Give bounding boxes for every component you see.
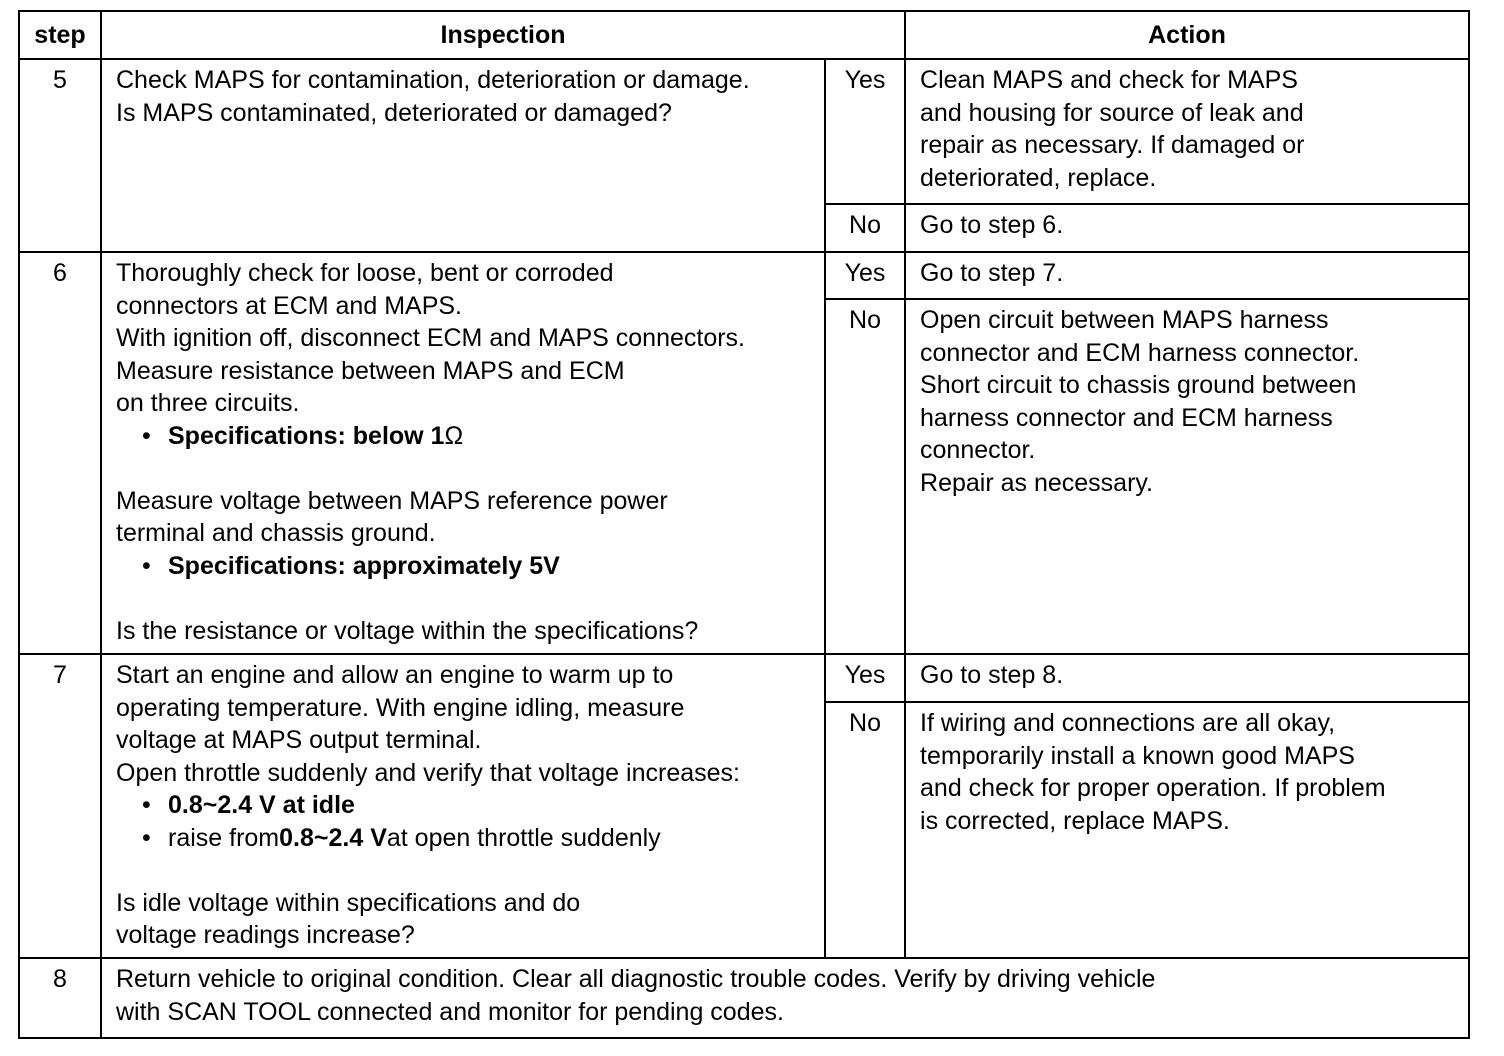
action-line: connector. (920, 436, 1036, 464)
action-line: connector and ECM harness connector. (920, 338, 1360, 367)
specification-text: Specifications: approximately 5V (168, 551, 560, 580)
inspection-line: with SCAN TOOL connected and monitor for pending codes. (116, 997, 784, 1026)
action-line: and housing for source of leak and (920, 98, 1304, 127)
specification-text-post: at open throttle suddenly (386, 823, 661, 852)
action-line: temporarily install a known good MAPS (920, 741, 1355, 770)
inspection-cell (101, 654, 825, 958)
inspection-question: voltage readings increase? (116, 921, 415, 949)
no-label: No (825, 702, 905, 958)
inspection-cell (101, 252, 825, 654)
inspection-question: Is idle voltage within specifications and do (116, 888, 581, 917)
table-row-step-8 (19, 958, 1469, 1038)
table-row-step-5-yes (19, 59, 1469, 204)
diagnostic-procedure-table (18, 10, 1470, 1039)
yes-label: Yes (825, 252, 905, 299)
inspection-cell (101, 59, 825, 252)
step-number: 7 (19, 654, 101, 958)
header-step: step (19, 11, 101, 59)
action-line: and check for proper operation. If problem (920, 774, 1386, 803)
inspection-line: terminal and chassis ground. (116, 519, 436, 547)
inspection-line: Start an engine and allow an engine to warm up to (116, 661, 674, 689)
action-line: is corrected, replace MAPS. (920, 806, 1230, 835)
action-line: repair as necessary. If damaged or (920, 131, 1305, 159)
table-row-step-7-yes (19, 654, 1469, 702)
inspection-line: voltage at MAPS output terminal. (116, 726, 482, 754)
specification-text-bold: 0.8~2.4 V (279, 823, 387, 852)
inspection-line: Thoroughly check for loose, bent or corroded (116, 259, 614, 287)
yes-label: Yes (825, 654, 905, 702)
yes-action-cell (905, 252, 1469, 299)
specification-bullet (116, 789, 814, 822)
action-line: Short circuit to chassis ground between (920, 371, 1357, 399)
yes-label: Yes (825, 59, 905, 204)
no-label: No (825, 299, 905, 654)
inspection-line: Is MAPS contaminated, deteriorated or damaged? (116, 98, 672, 127)
bullet-dot: • (142, 551, 151, 580)
header-action: Action (905, 11, 1469, 59)
inspection-question: Is the resistance or voltage within the specifications? (116, 616, 699, 645)
no-action-cell (905, 702, 1469, 958)
inspection-line: Open throttle suddenly and verify that voltage increases: (116, 758, 740, 787)
table-row-step-6-yes (19, 252, 1469, 299)
action-line: deteriorated, replace. (920, 163, 1157, 192)
no-action-cell (905, 299, 1469, 654)
specification-bullet (116, 550, 814, 583)
inspection-line: on three circuits. (116, 389, 300, 417)
action-line: Go to step 8. (920, 661, 1064, 689)
ohm-unit: Ω (444, 421, 464, 450)
inspection-line: Return vehicle to original condition. Clear all diagnostic trouble codes. Verify by driving vehicle (116, 965, 1156, 993)
action-line: Go to step 7. (920, 259, 1064, 287)
action-line: Repair as necessary. (920, 468, 1153, 497)
bullet-dot: • (142, 823, 151, 852)
specification-bullet (116, 822, 814, 855)
action-line: Open circuit between MAPS harness (920, 306, 1329, 334)
inspection-line: Measure resistance between MAPS and ECM (116, 356, 625, 385)
inspection-cell (101, 958, 1469, 1038)
no-action-cell (905, 204, 1469, 252)
step-number: 6 (19, 252, 101, 654)
inspection-line: operating temperature. With engine idling, measure (116, 693, 685, 722)
bullet-dot: • (142, 421, 151, 450)
specification-text: Specifications: below 1 (168, 421, 445, 450)
step-number: 5 (19, 59, 101, 252)
step-number: 8 (19, 958, 101, 1038)
action-line: harness connector and ECM harness (920, 403, 1333, 432)
action-line: Clean MAPS and check for MAPS (920, 66, 1298, 94)
inspection-line: Check MAPS for contamination, deterioration or damage. (116, 66, 750, 94)
action-line: Go to step 6. (920, 211, 1064, 239)
specification-text-pre: raise from (168, 823, 280, 852)
no-label: No (825, 204, 905, 252)
header-inspection: Inspection (101, 11, 905, 59)
inspection-line: Measure voltage between MAPS reference power (116, 486, 668, 515)
yes-action-cell (905, 59, 1469, 204)
table-header-row (19, 11, 1469, 59)
inspection-line: connectors at ECM and MAPS. (116, 291, 462, 320)
yes-action-cell (905, 654, 1469, 702)
inspection-line: With ignition off, disconnect ECM and MAPS connectors. (116, 324, 746, 352)
specification-text: 0.8~2.4 V at idle (168, 791, 355, 819)
specification-bullet (116, 420, 814, 453)
bullet-dot: • (142, 791, 151, 819)
action-line: If wiring and connections are all okay, (920, 709, 1336, 738)
